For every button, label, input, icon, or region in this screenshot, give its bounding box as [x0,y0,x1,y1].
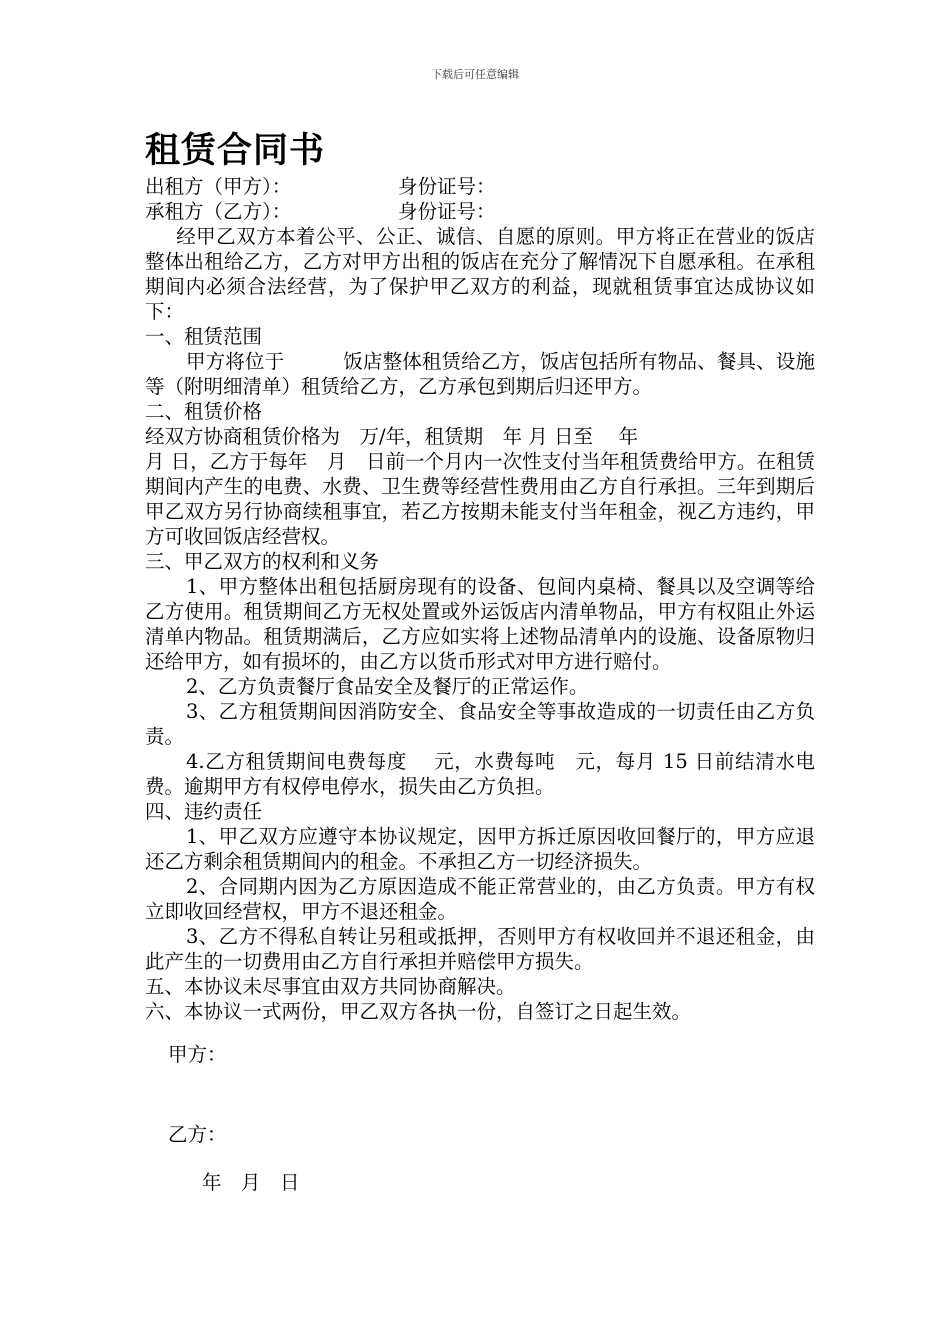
contract-document [145,128,815,1194]
section-2-text: 月 日，乙方于每年 月 日前一个月内一次性支付当年租赁费给甲方。在租赁期间内产生的电费、水费、卫生费等经营性费用由乙方自行承担。三年到期后甲乙双方另行协商续租事宜，若乙方按期未能支付当年租金，视乙方违约，甲方可收回饭店经营权。 [145,450,815,548]
section-4-heading: 四、违约责任 [145,800,263,823]
section-3-item-4: 4.乙方租赁期间电费每度 元，水费每吨 元，每月 15 日前结清水电费。逾期甲方有权停电停水，损失由乙方负担。 [145,750,815,798]
section-3-item-3: 3、乙方租赁期间因消防安全、食品安全等事故造成的一切责任由乙方负责。 [145,700,815,748]
section-5: 五、本协议未尽事宜由双方共同协商解决。 [145,975,516,998]
lessor-label: 出租方（甲方）： [145,175,292,198]
lessee-label: 承租方（乙方）： [145,200,292,223]
section-1-text: 甲方将位于 饭店整体租赁给乙方，饭店包括所有物品、餐具、设施等（附明细清单）租赁给乙方，乙方承包到期后归还甲方。 [145,350,815,398]
section-3-heading: 三、甲乙双方的权利和义务 [145,550,380,573]
header-note: 下载后可任意编辑 [431,68,519,81]
section-2-heading: 二、租赁价格 [145,400,263,423]
contract-title: 租赁合同书 [145,130,326,171]
lessor-row [145,174,815,199]
section-4-item-1: 1、甲乙双方应遵守本协议规定，因甲方拆迁原因收回餐厅的，甲方应退还乙方剩余租赁期间内的租金。不承担乙方一切经济损失。 [145,825,815,873]
lessee-id-label: 身份证号： [398,200,496,223]
section-3-item-1: 1、甲方整体出租包括厨房现有的设备、包间内桌椅、餐具以及空调等给乙方使用。租赁期间乙方无权处置或外运饭店内清单物品，甲方有权阻止外运清单内物品。租赁期满后，乙方应如实将上述物品清单内的设施、设备原物归还给甲方，如有损坏的，由乙方以货币形式对甲方进行赔付。 [145,575,815,673]
lessor-id-label: 身份证号： [398,175,496,198]
party-b-signature: 乙方： [168,1123,227,1146]
lessee-row [145,199,815,224]
intro-paragraph: 经甲乙双方本着公平、公正、诚信、自愿的原则。甲方将正在营业的饭店整体出租给乙方，乙方对甲方出租的饭店在充分了解情况下自愿承租。在承租期间内必须合法经营，为了保护甲乙双方的利益，现就租赁事宜达成协议如下： [145,225,815,323]
section-3-item-2: 2、乙方负责餐厅食品安全及餐厅的正常运作。 [185,675,589,698]
section-2-price-line: 经双方协商租赁价格为 万/年，租赁期 年 月 日至 年 [145,425,639,448]
section-1-heading: 一、租赁范围 [145,325,263,348]
party-a-signature: 甲方： [168,1043,227,1066]
section-4-item-3: 3、乙方不得私自转让另租或抵押，否则甲方有权收回并不退还租金，由此产生的一切费用由乙方自行承担并赔偿甲方损失。 [145,925,815,973]
section-4-item-2: 2、合同期内因为乙方原因造成不能正常营业的，由乙方负责。甲方有权立即收回经营权，甲方不退还租金。 [145,875,815,923]
signature-date: 年 月 日 [202,1171,300,1194]
section-6: 六、本协议一式两份，甲乙双方各执一份，自签订之日起生效。 [145,1000,692,1023]
